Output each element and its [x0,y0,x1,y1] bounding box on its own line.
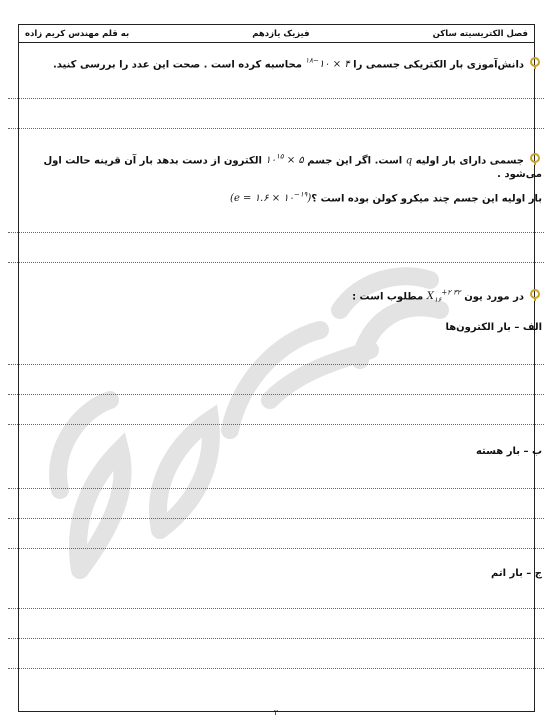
question-3 [10,286,542,307]
answer-line [8,608,544,609]
answer-line [8,262,544,263]
answer-line [8,232,544,233]
answer-line [8,364,544,365]
question-icon [528,57,542,71]
question-2-text-b: است. اگر این جسم [303,155,406,167]
question-2-formula: ۵ × $۱۰^{۱۵}$ [265,153,304,167]
course-title: فیزیک یازدهم [252,28,310,39]
answer-line [8,424,544,425]
question-icon [528,153,542,167]
question-1-text-b: محاسبه کرده است . صحت این عدد را بررسی کنید. [52,59,306,71]
ion-notation: $^{۳۲ ۲+}X_{۱۶}$ [426,289,461,305]
part-b-label: ب – بار هسته [475,446,542,457]
question-1-text-a: دانش‌آموزی بار الکتریکی جسمی را [349,59,524,71]
question-2-text-c: الکترون از دست بدهد بار آن قرینه حالت اول می‌شود . [43,155,542,181]
question-2-text-d: بار اولیه این جسم چند میکرو کولن بوده است ؟ [311,193,542,205]
question-icon [528,289,542,303]
question-3-text-a: در مورد یون [460,291,524,303]
question-3-text-b: مطلوب است : [352,291,427,303]
question-2-text-a: جسمی دارای بار اولیه [412,155,524,167]
charge-symbol: q [405,155,413,167]
electron-charge-formula: (e = ۱.۶ × $۱۰^{-۱۹}$) [230,191,312,205]
page-number: ۲ [273,708,279,717]
answer-line [8,128,544,129]
question-1 [10,54,542,72]
answer-line [8,668,544,669]
chapter-title: فصل الکتریسیته ساکن [432,28,528,39]
author-credit: به قلم مهندس کریم زاده [25,28,130,39]
answer-line [8,98,544,99]
page-header [19,25,534,43]
part-c-label: ج – بار اتم [491,568,542,579]
part-a-label: الف – بار الکترون‌ها [445,322,542,333]
answer-line [8,638,544,639]
answer-line [8,488,544,489]
question-2-line-2 [10,188,542,206]
answer-line [8,394,544,395]
question-2 [10,150,542,182]
question-1-formula: ۴ × $۱۰^{-۱۸}$ [305,57,350,71]
answer-line [8,518,544,519]
answer-line [8,548,544,549]
